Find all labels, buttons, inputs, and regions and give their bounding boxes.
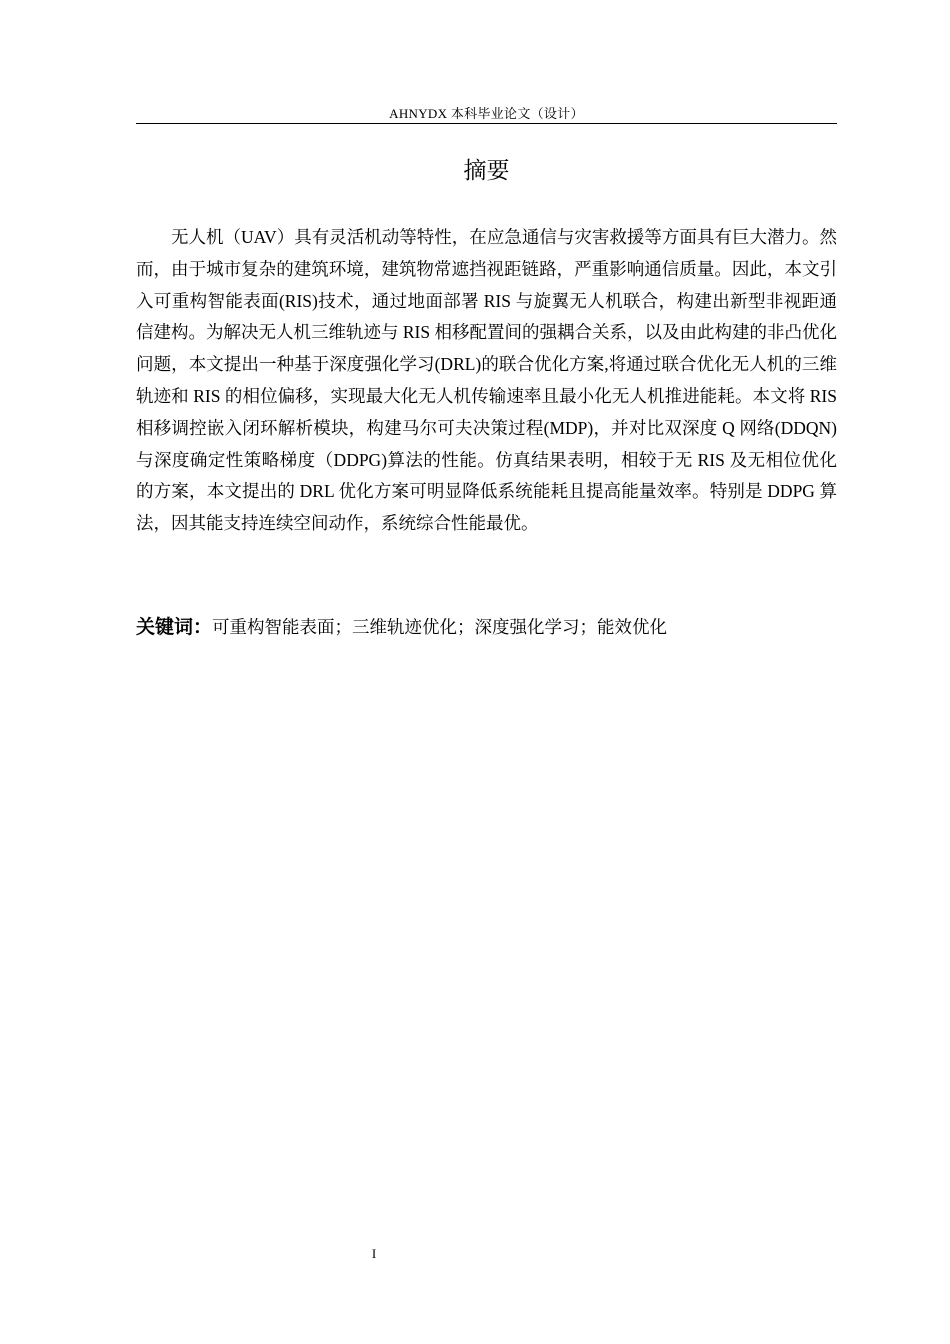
page-number: I — [371, 1246, 377, 1261]
section-title: 摘要 — [463, 158, 510, 184]
abstract-body: 无人机（UAV）具有灵活机动等特性，在应急通信与灾害救援等方面具有巨大潜力。然而，由于城市复杂的建筑环境，建筑物常遮挡视距链路，严重影响通信质量。因此，本文引入可重构智能表面(RIS)技术，通过地面部署 RIS 与旋翼无人机联合，构建出新型非视距通信建构。为解决无人机三维轨迹与 RIS 相移配置间的强耦合关系，以及由此构建的非凸优化问题，本文提出一种基于深度强化学习(DRL)的联合优化方案,将通过联合优化无人机的三维轨迹和 RIS 的相位偏移，实现最大化无人机传输速率且最小化无人机推进能耗。本文将 RIS 相移调控嵌入闭环解析模块，构建马尔可夫决策过程(MDP)，并对比双深度 Q 网络(DDQN)与深度确定性策略梯度（DDPG)算法的性能。仿真结果表明，相较于无 RIS 及无相位优化的方案，本文提出的 DRL 优化方案可明显降低系统能耗且提高能量效率。特别是 DDPG 算法，因其能支持连续空间动作，系统综合性能最优。 — [136, 227, 837, 534]
keywords-text: 可重构智能表面；三维轨迹优化；深度强化学习；能效优化 — [212, 617, 668, 637]
keywords-label: 关键词： — [136, 616, 213, 638]
keywords-line — [136, 612, 837, 642]
header-rule — [136, 123, 837, 124]
page-header: AHNYDX 本科毕业论文（设计） — [389, 106, 584, 121]
